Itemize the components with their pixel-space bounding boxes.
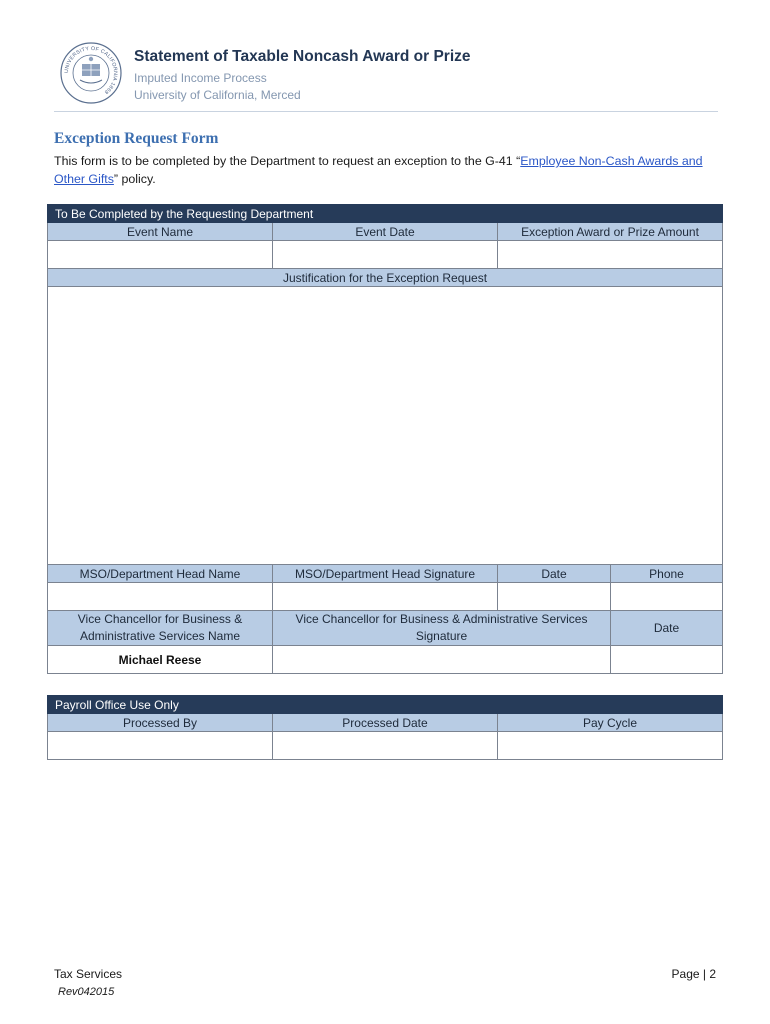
vc-signature-label: Vice Chancellor for Business & Administrative Services Signature bbox=[273, 611, 611, 646]
document-subtitle-process: Imputed Income Process bbox=[134, 71, 267, 85]
policy-link[interactable]: Employee Non-Cash Awards and Other Gifts bbox=[54, 154, 703, 186]
pay-cycle-label: Pay Cycle bbox=[498, 714, 723, 732]
vc-date-field[interactable] bbox=[611, 646, 723, 674]
mso-phone-label: Phone bbox=[611, 565, 723, 583]
mso-name-label: MSO/Department Head Name bbox=[48, 565, 273, 583]
pay-cycle-field[interactable] bbox=[498, 732, 723, 760]
header-divider bbox=[54, 111, 718, 112]
payroll-section-header: Payroll Office Use Only bbox=[48, 696, 723, 714]
processed-date-label: Processed Date bbox=[273, 714, 498, 732]
footer-page-number: Page | 2 bbox=[671, 967, 716, 981]
seal-text: UNIVERSITY OF CALIFORNIA 1868 bbox=[63, 45, 119, 96]
mso-signature-field[interactable] bbox=[273, 583, 498, 611]
mso-signature-label: MSO/Department Head Signature bbox=[273, 565, 498, 583]
mso-name-field[interactable] bbox=[48, 583, 273, 611]
event-date-label: Event Date bbox=[273, 223, 498, 241]
payroll-section-table bbox=[47, 695, 723, 760]
footer-department: Tax Services bbox=[54, 967, 123, 981]
mso-date-label: Date bbox=[498, 565, 611, 583]
vc-signature-field[interactable] bbox=[273, 646, 611, 674]
justification-label: Justification for the Exception Request bbox=[48, 269, 723, 287]
form-intro bbox=[54, 152, 724, 188]
processed-by-label: Processed By bbox=[48, 714, 273, 732]
vc-name-label: Vice Chancellor for Business & Administrative Services Name bbox=[48, 611, 273, 646]
department-section-table bbox=[47, 204, 723, 674]
vc-name-field[interactable]: Michael Reese bbox=[48, 646, 273, 674]
document-subtitle-campus: University of California, Merced bbox=[134, 88, 301, 102]
form-title: Exception Request Form bbox=[54, 130, 219, 147]
intro-text-after: ” policy. bbox=[113, 172, 156, 186]
footer-revision: Rev042015 bbox=[58, 986, 115, 998]
vc-date-label: Date bbox=[611, 611, 723, 646]
intro-text-before: This form is to be completed by the Department to request an exception to the G-41 “ bbox=[54, 154, 521, 168]
event-name-field[interactable] bbox=[48, 241, 273, 269]
award-amount-field[interactable] bbox=[498, 241, 723, 269]
event-name-label: Event Name bbox=[48, 223, 273, 241]
document-title: Statement of Taxable Noncash Award or Prize bbox=[134, 48, 471, 65]
department-section-header: To Be Completed by the Requesting Department bbox=[48, 205, 723, 223]
mso-date-field[interactable] bbox=[498, 583, 611, 611]
mso-phone-field[interactable] bbox=[611, 583, 723, 611]
justification-field[interactable] bbox=[48, 287, 723, 565]
uc-seal-icon bbox=[60, 42, 122, 104]
award-amount-label: Exception Award or Prize Amount bbox=[498, 223, 723, 241]
event-date-field[interactable] bbox=[273, 241, 498, 269]
processed-date-field[interactable] bbox=[273, 732, 498, 760]
processed-by-field[interactable] bbox=[48, 732, 273, 760]
